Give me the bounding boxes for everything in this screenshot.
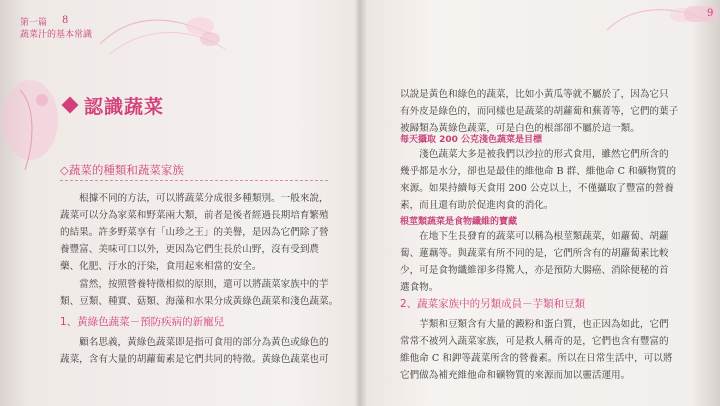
subhead-vegetable-types: ◇蔬菜的種類和蔬菜家族 [60, 163, 184, 177]
text-line: 根據不同的方法，可以將蔬菜分成很多種類別。一般來說， [60, 193, 329, 204]
chapter-label: 第一篇 [20, 18, 48, 28]
text-line: 被歸類為黃綠色蔬菜，可是白色的根部卻不屬於這一類。 [400, 123, 640, 134]
text-line: 芋類和豆類含有大量的澱粉和蛋白質，也正因為如此，它們 [400, 319, 669, 330]
text-line: 它們做為補充維他命和礦物質的來源而加以靈活運用。 [400, 370, 631, 381]
paragraph-2 [60, 276, 338, 310]
paragraph-r4 [400, 316, 672, 384]
text-line: 在地下生長發育的蔬菜可以稱為根莖類蔬菜，如蘿蔔、胡蘿 [400, 231, 669, 242]
decorative-swirl-icon [90, 4, 230, 74]
right-page [362, 0, 720, 406]
paragraph-1 [60, 190, 329, 275]
paragraph-3 [60, 334, 329, 368]
page-number-right: 9 [707, 8, 714, 19]
text-line: 蔔、蓮藕等。與蔬菜有所不同的是，它們所含有的胡蘿蔔素比較 [400, 248, 669, 259]
section-title-text: 認識蔬菜 [84, 96, 165, 118]
text-line: 少，可是食物纖維卻多得驚人，亦是預防大腸癌、消除便秘的首 [400, 265, 669, 276]
subhead-divider [60, 180, 328, 181]
tip-heading-2: 根莖類蔬菜是食物纖維的寶藏 [400, 217, 518, 227]
text-line: 幾乎都是水分，卻也是最佳的維他命 B 群、維他命 C 和礦物質的 [400, 166, 677, 177]
text-line: 素，而且還有助於促進肉食的消化。 [400, 200, 554, 211]
text-line: 有外皮是綠色的，而同樣也是蔬菜的胡蘿蔔和蕪菁等，它們的葉子 [400, 106, 679, 117]
text-line: 蔬菜可以分為家菜和野菜兩大類，前者是後者經過長期培育繁殖 [60, 210, 329, 221]
text-line: 的結果。許多野菜享有「山珍之王」的美譽，是因為它們除了營 [60, 227, 329, 238]
subsection-heading-2: 2、蔬菜家族中的另類成員－芋類和豆類 [400, 298, 586, 310]
section-title [60, 92, 350, 118]
diamond-icon [62, 97, 79, 114]
text-line: 來源。如果持續每天食用 200 公克以上，不僅攝取了豐富的營養 [400, 183, 674, 194]
paragraph-r3 [400, 228, 669, 296]
chapter-subtitle: 蔬菜汁的基本常識 [20, 30, 93, 40]
page-number-left: 8 [62, 15, 69, 26]
paragraph-r2 [400, 146, 676, 214]
text-line: 當然，按照營養特徵相似的原則，還可以將蔬菜家族中的芋 [60, 279, 329, 290]
text-line: 顧名思義，黃綠色蔬菜即是指可食用的部分為黃色或綠色的 [60, 337, 329, 348]
text-line: 養豐富、美味可口以外，更因為它們生長於山野，沒有受到農 [60, 244, 320, 255]
left-page [0, 0, 358, 406]
text-line: 蔬菜，含有大量的胡蘿蔔素是它們共同的特徵。黃綠色蔬菜也可 [60, 354, 329, 365]
text-line: 常常不被列入蔬菜家族，可是救人稱奇的是，它們也含有豐富的 [400, 336, 669, 347]
text-line: 淺色蔬菜大多是被我們以沙拉的形式食用，雖然它們所含的 [400, 149, 669, 160]
subsection-heading-1: 1、黃綠色蔬菜－預防疾病的新寵兒 [60, 316, 225, 328]
tip-heading-1: 每天攝取 200 公克淺色蔬菜是目標 [400, 135, 543, 145]
text-line: 以說是黃色和綠色的蔬菜，比如小黃瓜等就不屬於了，因為它只 [400, 89, 669, 100]
text-line: 類、豆類、種實、菇類、海藻和水果分成黃綠色蔬菜和淺色蔬菜。 [60, 296, 339, 307]
text-line: 選食物。 [400, 282, 439, 293]
paragraph-r1 [400, 86, 678, 137]
text-line: 維他命 C 和鉀等蔬菜所含的營養素。所以在日常生活中，可以將 [400, 353, 673, 364]
text-line: 藥、化肥、汙水的汙染，食用起來相當的安全。 [60, 261, 262, 272]
decorative-flower-icon [0, 60, 74, 210]
